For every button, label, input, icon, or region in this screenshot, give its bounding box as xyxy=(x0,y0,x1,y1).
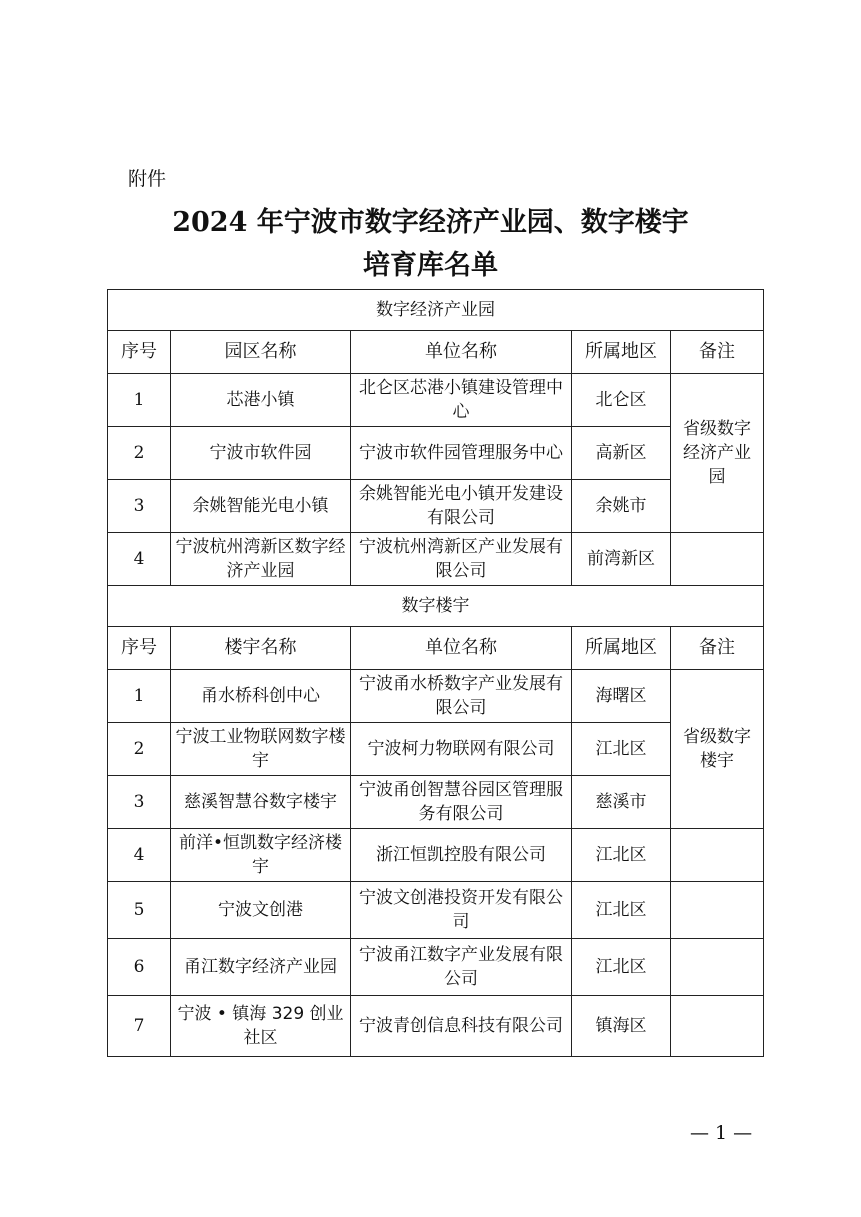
row-name: 芯港小镇 xyxy=(171,374,351,427)
row-unit: 宁波青创信息科技有限公司 xyxy=(351,996,572,1057)
row-name: 甬江数字经济产业园 xyxy=(171,939,351,996)
section-header-buildings xyxy=(108,586,764,627)
row-no: 6 xyxy=(108,939,171,996)
row-name: 宁波文创港 xyxy=(171,882,351,939)
table-row xyxy=(108,670,764,723)
row-area: 慈溪市 xyxy=(572,776,671,829)
column-header-row xyxy=(108,627,764,670)
document-title-line1: 2024 年宁波市数字经济产业园、数字楼宇 xyxy=(172,207,689,238)
row-area: 前湾新区 xyxy=(572,533,671,586)
row-note-empty xyxy=(671,533,764,586)
row-no: 1 xyxy=(108,374,171,427)
col-header-name: 楼宇名称 xyxy=(171,627,351,670)
col-header-unit: 单位名称 xyxy=(351,331,572,374)
col-header-no: 序号 xyxy=(108,331,171,374)
col-header-no: 序号 xyxy=(108,627,171,670)
row-note-empty xyxy=(671,829,764,882)
table-row xyxy=(108,996,764,1057)
row-note-empty xyxy=(671,882,764,939)
row-unit: 宁波杭州湾新区产业发展有限公司 xyxy=(351,533,572,586)
row-unit: 宁波柯力物联网有限公司 xyxy=(351,723,572,776)
table-row xyxy=(108,480,764,533)
row-no: 4 xyxy=(108,533,171,586)
row-no: 2 xyxy=(108,723,171,776)
row-no: 2 xyxy=(108,427,171,480)
col-header-area: 所属地区 xyxy=(572,627,671,670)
row-unit: 北仑区芯港小镇建设管理中心 xyxy=(351,374,572,427)
row-no: 7 xyxy=(108,996,171,1057)
col-header-note: 备注 xyxy=(671,331,764,374)
row-note: 省级数字经济产业园 xyxy=(671,374,764,533)
row-note-empty xyxy=(671,996,764,1057)
row-no: 3 xyxy=(108,776,171,829)
row-unit: 宁波文创港投资开发有限公司 xyxy=(351,882,572,939)
row-name: 慈溪智慧谷数字楼宇 xyxy=(171,776,351,829)
table-row xyxy=(108,829,764,882)
row-note: 省级数字楼宇 xyxy=(671,670,764,829)
row-area: 镇海区 xyxy=(572,996,671,1057)
row-no: 1 xyxy=(108,670,171,723)
row-unit: 宁波甬江数字产业发展有限公司 xyxy=(351,939,572,996)
row-area: 海曙区 xyxy=(572,670,671,723)
col-header-name: 园区名称 xyxy=(171,331,351,374)
section-header-parks xyxy=(108,290,764,331)
row-unit: 宁波市软件园管理服务中心 xyxy=(351,427,572,480)
row-name: 甬水桥科创中心 xyxy=(171,670,351,723)
table-row xyxy=(108,776,764,829)
col-header-area: 所属地区 xyxy=(572,331,671,374)
row-name: 宁波 • 镇海 329 创业社区 xyxy=(171,996,351,1057)
row-name: 宁波工业物联网数字楼宇 xyxy=(171,723,351,776)
row-area: 北仑区 xyxy=(572,374,671,427)
row-area: 余姚市 xyxy=(572,480,671,533)
table-row xyxy=(108,374,764,427)
row-area: 江北区 xyxy=(572,882,671,939)
row-area: 江北区 xyxy=(572,939,671,996)
column-header-row xyxy=(108,331,764,374)
table-row xyxy=(108,939,764,996)
row-unit: 余姚智能光电小镇开发建设有限公司 xyxy=(351,480,572,533)
col-header-unit: 单位名称 xyxy=(351,627,572,670)
row-unit: 浙江恒凯控股有限公司 xyxy=(351,829,572,882)
row-unit: 宁波甬创智慧谷园区管理服务有限公司 xyxy=(351,776,572,829)
attachment-label: 附件 xyxy=(128,168,167,190)
table-row xyxy=(108,533,764,586)
section-title: 数字楼宇 xyxy=(108,586,764,627)
row-name: 前洋•恒凯数字经济楼宇 xyxy=(171,829,351,882)
row-note-empty xyxy=(671,939,764,996)
page-number: — 1 — xyxy=(690,1122,753,1144)
roster-table xyxy=(107,289,764,1057)
row-area: 高新区 xyxy=(572,427,671,480)
row-area: 江北区 xyxy=(572,723,671,776)
row-unit: 宁波甬水桥数字产业发展有限公司 xyxy=(351,670,572,723)
row-no: 5 xyxy=(108,882,171,939)
row-no: 3 xyxy=(108,480,171,533)
col-header-note: 备注 xyxy=(671,627,764,670)
table-row xyxy=(108,427,764,480)
row-no: 4 xyxy=(108,829,171,882)
row-name: 宁波市软件园 xyxy=(171,427,351,480)
table-row xyxy=(108,882,764,939)
table-row xyxy=(108,723,764,776)
row-name: 宁波杭州湾新区数字经济产业园 xyxy=(171,533,351,586)
row-area: 江北区 xyxy=(572,829,671,882)
document-title-line2: 培育库名单 xyxy=(363,250,498,281)
row-name: 余姚智能光电小镇 xyxy=(171,480,351,533)
section-title: 数字经济产业园 xyxy=(108,290,764,331)
